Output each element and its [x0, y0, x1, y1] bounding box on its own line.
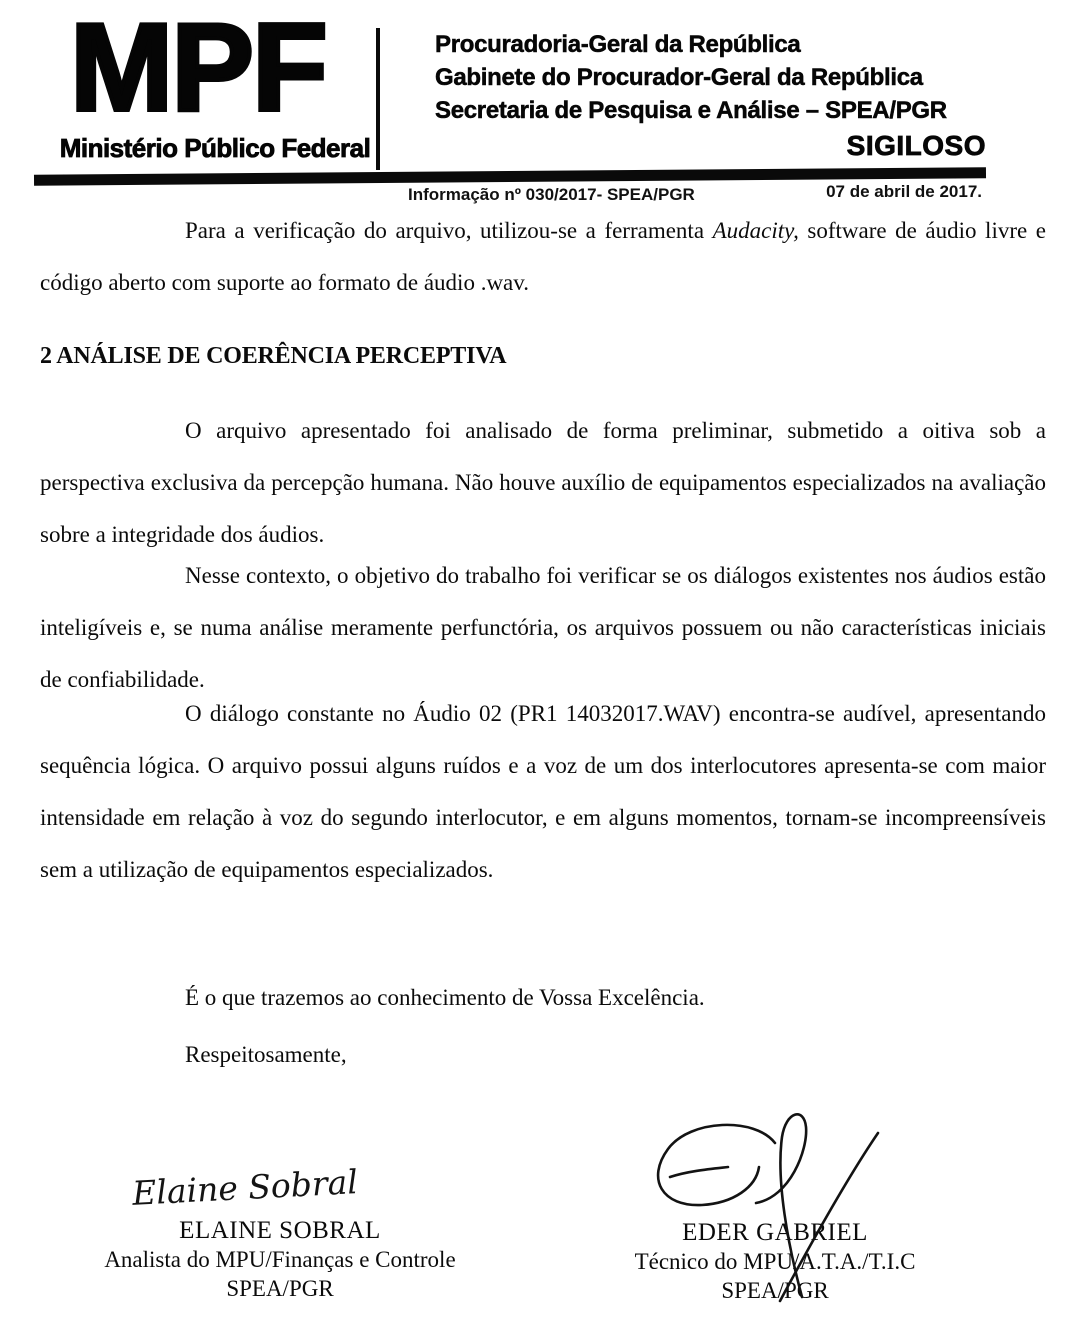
salutation-line: Respeitosamente, — [185, 1042, 347, 1067]
signature-block-eder — [590, 1218, 960, 1305]
mpf-logo-subtitle: Ministério Público Federal — [59, 133, 371, 163]
elaine-handwritten-signature: Elaine Sobral — [131, 1162, 359, 1213]
org-line-3: Secretaria de Pesquisa e Análise – SPEA/PGR — [435, 97, 947, 124]
paragraph-2: O arquivo apresentado foi analisado de forma preliminar, submetido a oitiva sob a perspectiva exclusiva da percepção humana. Não houve auxílio de equipamentos especializados na avaliação sobre a integridade dos áudios. — [40, 418, 1046, 547]
logo-divider-line — [376, 28, 380, 170]
signer-role: Analista do MPU/Finanças e Controle — [104, 1247, 456, 1272]
section-heading: 2 ANÁLISE DE COERÊNCIA PERCEPTIVA — [40, 343, 507, 369]
paragraph-3: Nesse contexto, o objetivo do trabalho foi verificar se os diálogos existentes nos áudios estão inteligíveis e, se numa análise meramente perfunctória, os arquivos possuem ou não características iniciais de confiabilidade. — [40, 563, 1046, 692]
org-line-2: Gabinete do Procurador-Geral da República — [435, 64, 923, 91]
signer-name: ELAINE SOBRAL — [179, 1217, 381, 1244]
org-line-1: Procuradoria-Geral da República — [435, 31, 801, 58]
document-reference: Informação nº 030/2017- SPEA/PGR — [408, 185, 695, 204]
paragraph-1 — [40, 205, 1046, 309]
signer-unit: SPEA/PGR — [721, 1278, 829, 1303]
document-date: 07 de abril de 2017. — [826, 182, 982, 201]
signer-unit: SPEA/PGR — [226, 1276, 334, 1301]
paragraph-1-text-cont: software de áudio livre e código aberto com suporte ao formato de áudio .wav. — [40, 218, 1046, 295]
classification-stamp: SIGILOSO — [846, 130, 986, 161]
software-name-italic: Audacity, — [712, 218, 799, 243]
mpf-logo: MPF — [70, 0, 326, 137]
signer-role: Técnico do MPU/A.T.A./T.I.C — [634, 1249, 916, 1274]
signer-name: EDER GABRIEL — [682, 1219, 868, 1246]
signature-block-elaine — [50, 1162, 510, 1303]
closing-line: É o que trazemos ao conhecimento de Vossa Excelência. — [185, 985, 705, 1010]
paragraph-1-text: Para a verificação do arquivo, utilizou-se a ferramenta — [185, 218, 713, 243]
letterhead-org-block — [435, 28, 987, 127]
paragraph-4: O diálogo constante no Áudio 02 (PR1 14032017.WAV) encontra-se audível, apresentando sequência lógica. O arquivo possui alguns ruídos e a voz de um dos interlocutores apresenta-se com maior intensidade em relação à voz do segundo interlocutor, e em alguns momentos, tornam-se incompreensíveis sem a utilização de equipamentos especializados. — [40, 701, 1046, 882]
